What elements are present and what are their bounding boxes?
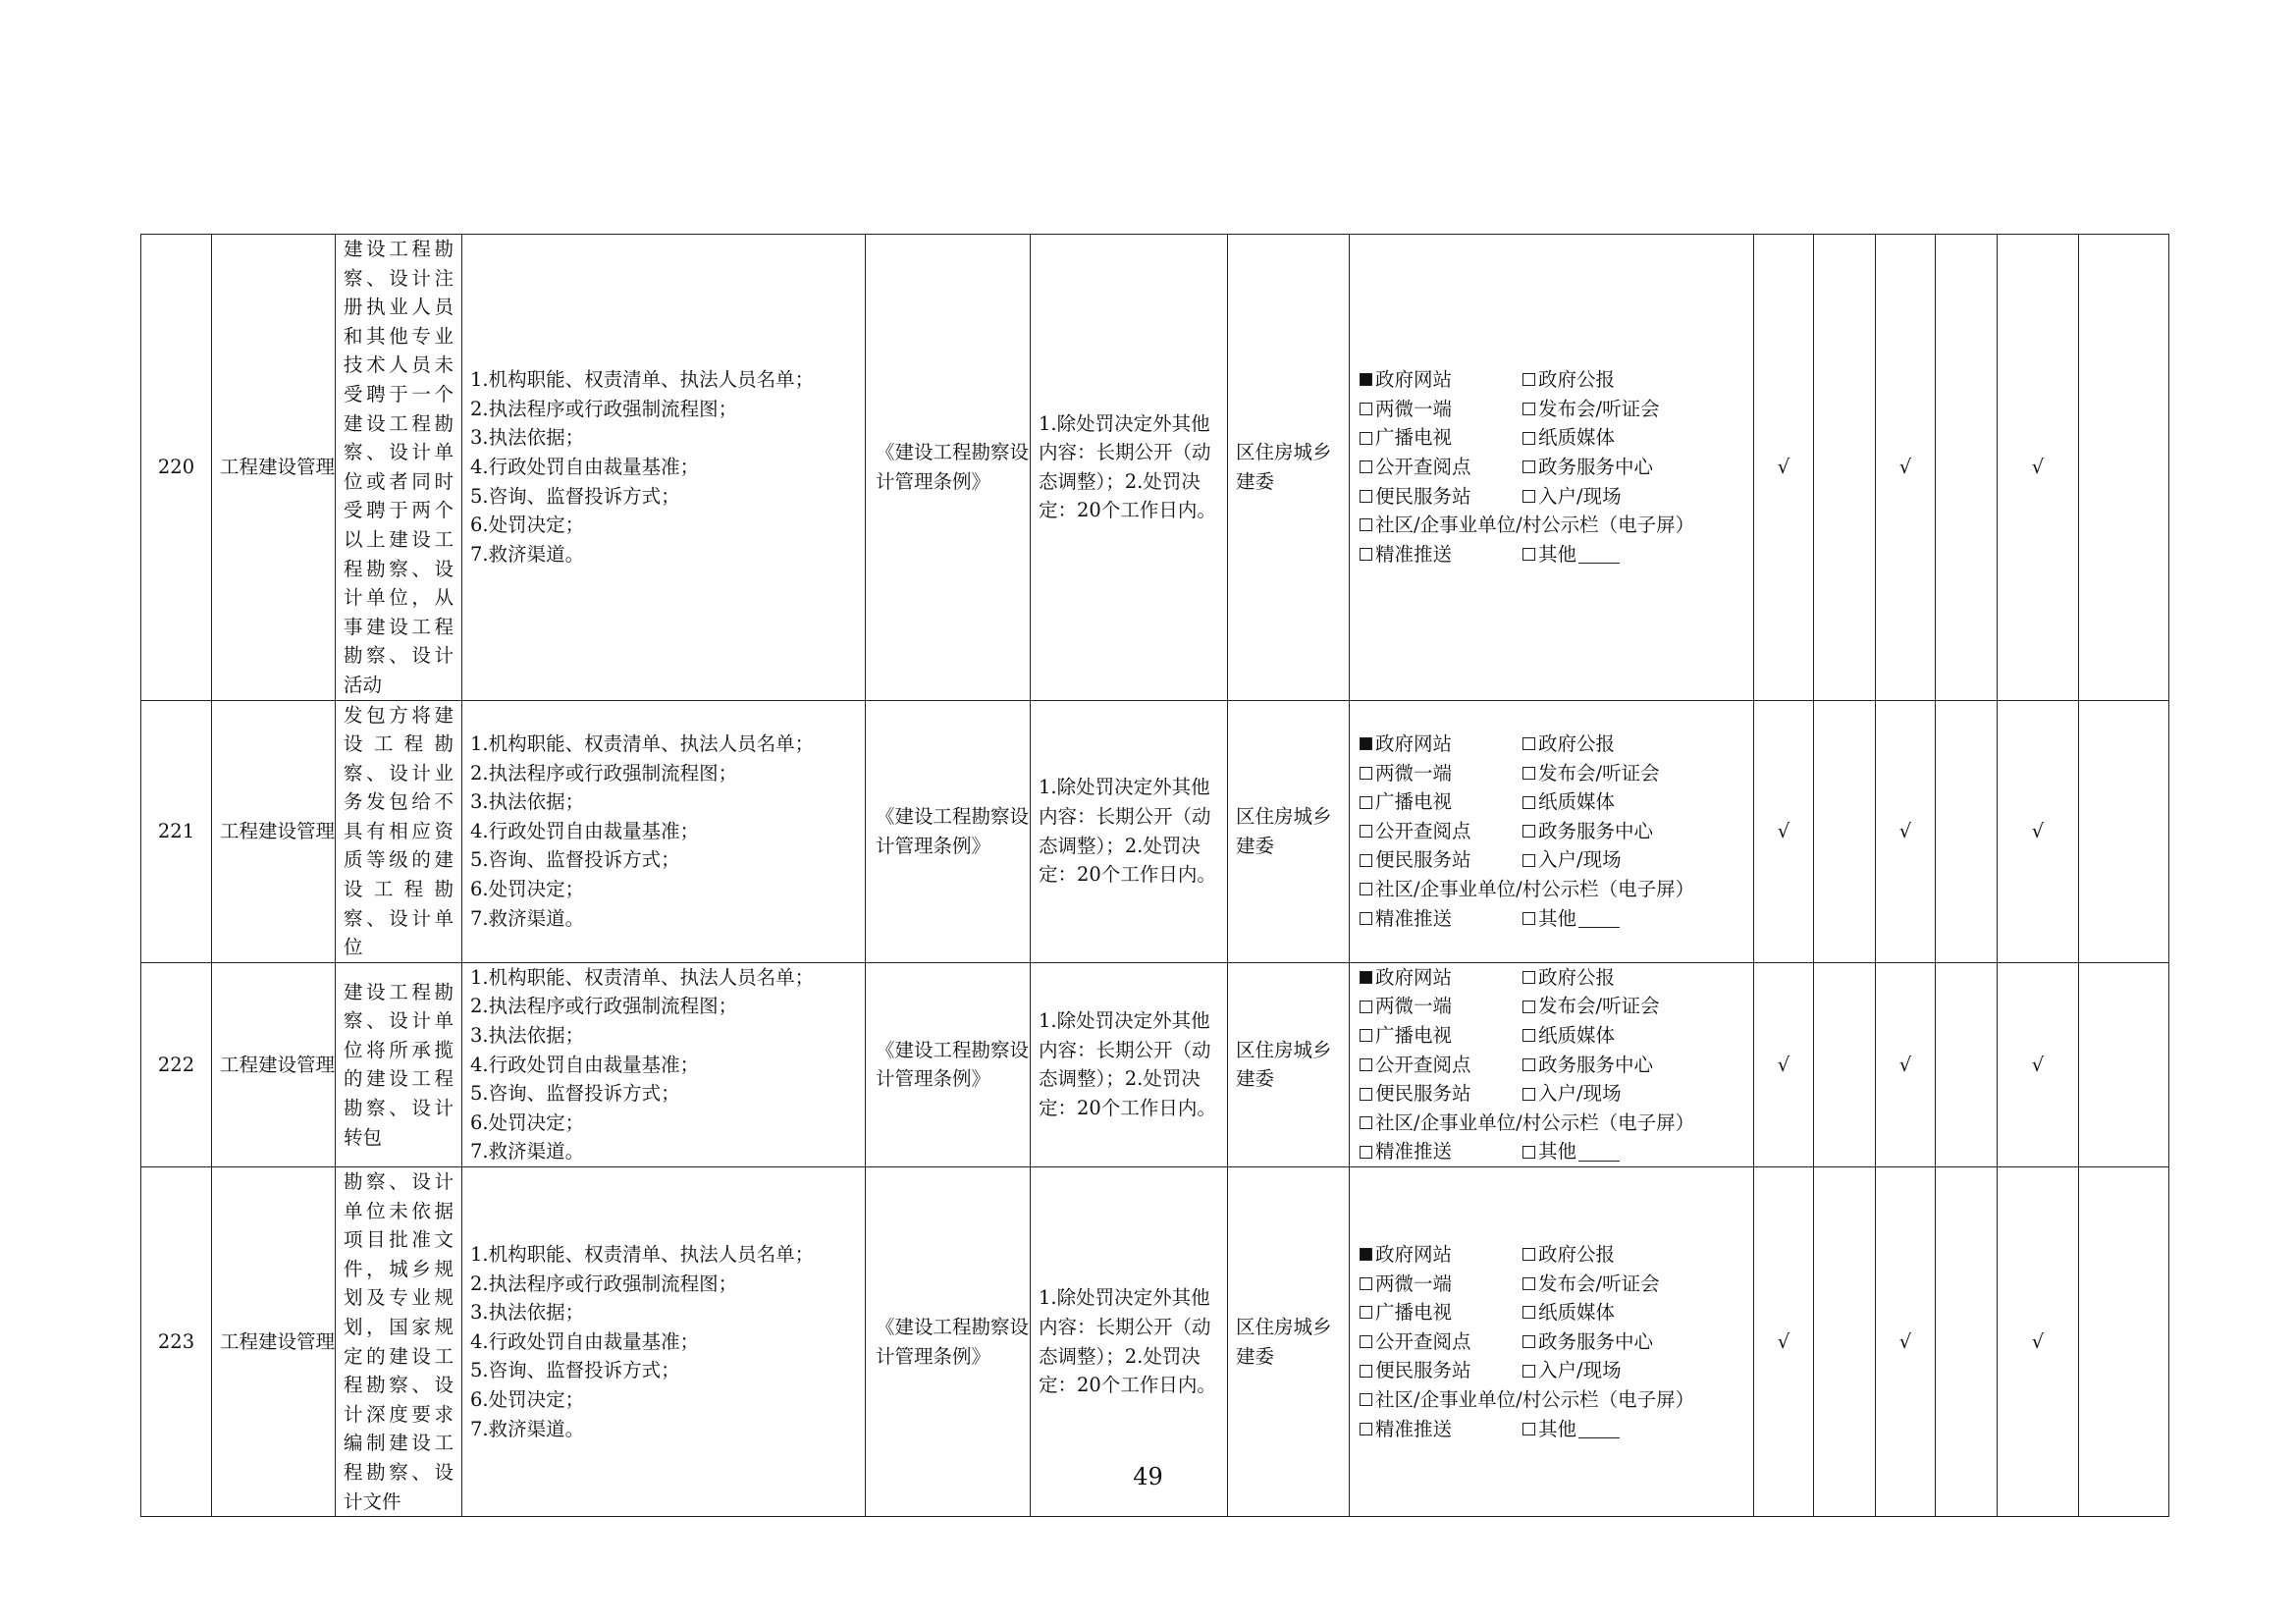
checkbox-gazette[interactable] [1522,971,1535,984]
channel-label: 便民服务站 [1375,848,1471,872]
content-line: 5.咨询、监督投诉方式； [470,1359,680,1382]
other-blank-line [1578,909,1620,928]
mark-cell: √ [1876,962,1936,1166]
checkbox-other[interactable] [1522,1423,1535,1435]
mark-cell [1936,235,1998,701]
item-cell: 建设工程勘察、设计单位将所承揽的建设工程勘察、设计转包 [336,962,462,1166]
channel-label: 政务服务中心 [1538,455,1654,478]
checkbox-paper[interactable] [1522,1306,1535,1319]
channel-label: 精准推送 [1375,906,1453,930]
channel-label: 便民服务站 [1375,1359,1471,1382]
content-line: 3.执法依据； [470,426,585,450]
checkbox-other[interactable] [1522,912,1535,925]
time-limit-cell: 1.除处罚决定外其他内容：长期公开（动态调整）；2.处罚决定：20个工作日内。 [1031,1167,1228,1517]
channel-label: 两微一端 [1375,995,1453,1018]
content-line: 6.处罚决定； [470,1110,585,1134]
checkbox-website[interactable] [1360,971,1372,984]
content-line: 4.行政处罚自由裁量基准； [470,819,700,842]
content-line: 1.机构职能、权责清单、执法人员名单； [470,965,815,989]
checkbox-bulletin[interactable] [1360,883,1372,895]
channel-label: 入户/现场 [1538,484,1622,508]
page-number: 49 [1133,1463,1163,1490]
channel-label: 社区/企事业单位/村公示栏（电子屏） [1375,1110,1695,1134]
content-line: 7.救济渠道。 [470,1140,585,1164]
channel-label: 纸质媒体 [1538,1024,1616,1048]
checkbox-reading-room[interactable] [1360,1058,1372,1071]
channel-label: 其他 [1538,906,1577,930]
item-cell: 建设工程勘察、设计注册执业人员和其他专业技术人员未受聘于一个建设工程勘察、设计单位或者同时受聘于两个以上建设工程勘察、设计单位，从事建设工程勘察、设计活动 [336,235,462,701]
checkbox-paper[interactable] [1522,796,1535,809]
channel-label: 两微一端 [1375,761,1453,785]
mark-cell: √ [1998,235,2079,701]
item-cell: 发包方将建设工程勘察、设计业务发包给不具有相应资质等级的建设工程勘察、设计单位 [336,700,462,962]
checkbox-weibo-wechat[interactable] [1360,1001,1372,1013]
channels-cell [1350,235,1754,701]
time-limit-cell: 1.除处罚决定外其他内容：长期公开（动态调整）；2.处罚决定：20个工作日内。 [1031,235,1228,701]
channel-label: 发布会/听证会 [1538,397,1660,420]
channel-label: 社区/企事业单位/村公示栏（电子屏） [1375,878,1695,901]
basis-cell: 《建设工程勘察设计管理条例》 [866,235,1031,701]
channel-label: 公开查阅点 [1375,455,1471,478]
category-cell: 工程建设管理 [212,700,336,962]
channel-label: 其他 [1538,1417,1577,1440]
checkbox-onsite[interactable] [1522,1365,1535,1378]
channel-label: 政务服务中心 [1538,1053,1654,1076]
disclosure-table [140,234,2169,1517]
checkbox-reading-room[interactable] [1360,825,1372,838]
time-limit-cell: 1.除处罚决定外其他内容：长期公开（动态调整）；2.处罚决定：20个工作日内。 [1031,700,1228,962]
row-number: 221 [141,700,212,962]
row-number: 222 [141,962,212,1166]
item-cell: 勘察、设计单位未依据项目批准文件，城乡规划及专业规划，国家规定的建设工程勘察、设计深度要求编制建设工程勘察、设计文件 [336,1167,462,1517]
row-number: 223 [141,1167,212,1517]
category-cell: 工程建设管理 [212,235,336,701]
subject-cell: 区住房城乡建委 [1228,235,1350,701]
checkbox-service-center[interactable] [1522,1335,1535,1348]
mark-cell: √ [1876,700,1936,962]
checkbox-tv[interactable] [1360,1306,1372,1319]
checkbox-other[interactable] [1522,1146,1535,1159]
other-blank-line [1578,1420,1620,1438]
channels-cell [1350,700,1754,962]
channel-label: 精准推送 [1375,1417,1453,1440]
subject-cell: 区住房城乡建委 [1228,1167,1350,1517]
channel-label: 两微一端 [1375,1272,1453,1295]
channel-label: 广播电视 [1375,1024,1453,1048]
mark-cell [2079,962,2169,1166]
content-line: 1.机构职能、权责清单、执法人员名单； [470,1242,815,1266]
channel-label: 入户/现场 [1538,848,1622,872]
checkbox-push[interactable] [1360,1423,1372,1435]
content-line: 6.处罚决定； [470,1387,585,1411]
content-line: 4.行政处罚自由裁量基准； [470,1329,700,1353]
checkbox-press[interactable] [1522,403,1535,415]
channel-label: 政府公报 [1538,965,1616,989]
content-line: 5.咨询、监督投诉方式； [470,848,680,872]
channel-label: 政府网站 [1375,732,1453,756]
channel-label: 公开查阅点 [1375,819,1471,842]
channel-label: 社区/企事业单位/村公示栏（电子屏） [1375,514,1695,537]
checkbox-service-station[interactable] [1360,1088,1372,1101]
content-line: 5.咨询、监督投诉方式； [470,1082,680,1106]
checkbox-reading-room[interactable] [1360,1335,1372,1348]
checkbox-gazette[interactable] [1522,1248,1535,1261]
channel-label: 发布会/听证会 [1538,761,1660,785]
basis-cell: 《建设工程勘察设计管理条例》 [866,962,1031,1166]
channel-label: 政务服务中心 [1538,1329,1654,1353]
channel-label: 精准推送 [1375,542,1453,566]
channels-cell [1350,962,1754,1166]
mark-cell [1814,235,1876,701]
channel-label: 社区/企事业单位/村公示栏（电子屏） [1375,1387,1695,1411]
checkbox-service-center[interactable] [1522,460,1535,473]
channel-label: 入户/现场 [1538,1359,1622,1382]
content-line: 2.执法程序或行政强制流程图； [470,397,738,420]
category-cell: 工程建设管理 [212,1167,336,1517]
mark-cell [1814,962,1876,1166]
checkbox-tv[interactable] [1360,1029,1372,1042]
channel-label: 政府网站 [1375,368,1453,392]
mark-cell: √ [1754,1167,1814,1517]
content-line: 7.救济渠道。 [470,906,585,930]
content-line: 4.行政处罚自由裁量基准； [470,455,700,478]
time-limit-cell: 1.除处罚决定外其他内容：长期公开（动态调整）；2.处罚决定：20个工作日内。 [1031,962,1228,1166]
content-line: 2.执法程序或行政强制流程图； [470,761,738,785]
channel-label: 发布会/听证会 [1538,1272,1660,1295]
channel-label: 入户/现场 [1538,1082,1622,1106]
checkbox-paper[interactable] [1522,432,1535,445]
checkbox-onsite[interactable] [1522,490,1535,503]
channel-label: 其他 [1538,1140,1577,1164]
checkbox-push[interactable] [1360,548,1372,561]
content-line: 5.咨询、监督投诉方式； [470,484,680,508]
mark-cell: √ [1998,700,2079,962]
channel-label: 政府公报 [1538,732,1616,756]
channel-label: 两微一端 [1375,397,1453,420]
content-cell [462,235,866,701]
checkbox-service-station[interactable] [1360,854,1372,867]
content-line: 6.处罚决定； [470,878,585,901]
checkbox-press[interactable] [1522,1277,1535,1290]
content-cell [462,700,866,962]
row-number: 220 [141,235,212,701]
content-line: 2.执法程序或行政强制流程图； [470,1272,738,1295]
channel-label: 公开查阅点 [1375,1053,1471,1076]
channel-label: 政府网站 [1375,965,1453,989]
checkbox-onsite[interactable] [1522,854,1535,867]
channel-label: 纸质媒体 [1538,1301,1616,1325]
channel-label: 便民服务站 [1375,1082,1471,1106]
checkbox-tv[interactable] [1360,796,1372,809]
checkbox-weibo-wechat[interactable] [1360,1277,1372,1290]
table-row [141,700,2169,962]
checkbox-gazette[interactable] [1522,373,1535,386]
basis-cell: 《建设工程勘察设计管理条例》 [866,1167,1031,1517]
channel-label: 广播电视 [1375,1301,1453,1325]
channel-label: 公开查阅点 [1375,1329,1471,1353]
channel-label: 其他 [1538,542,1577,566]
checkbox-tv[interactable] [1360,432,1372,445]
table-row [141,235,2169,701]
mark-cell: √ [1998,1167,2079,1517]
channel-label: 广播电视 [1375,426,1453,450]
subject-cell: 区住房城乡建委 [1228,700,1350,962]
channel-label: 纸质媒体 [1538,426,1616,450]
checkbox-bulletin[interactable] [1360,518,1372,531]
channel-label: 广播电视 [1375,790,1453,814]
mark-cell [1936,700,1998,962]
mark-cell: √ [1754,962,1814,1166]
content-line: 3.执法依据； [470,1301,585,1325]
mark-cell: √ [1754,235,1814,701]
checkbox-bulletin[interactable] [1360,1116,1372,1129]
mark-cell [2079,700,2169,962]
channel-label: 政府网站 [1375,1242,1453,1266]
checkbox-bulletin[interactable] [1360,1393,1372,1406]
checkbox-website[interactable] [1360,1248,1372,1261]
basis-cell: 《建设工程勘察设计管理条例》 [866,700,1031,962]
mark-cell [1936,962,1998,1166]
content-cell [462,962,866,1166]
content-line: 2.执法程序或行政强制流程图； [470,995,738,1018]
checkbox-service-station[interactable] [1360,1365,1372,1378]
subject-cell: 区住房城乡建委 [1228,962,1350,1166]
checkbox-weibo-wechat[interactable] [1360,403,1372,415]
checkbox-onsite[interactable] [1522,1088,1535,1101]
channel-label: 纸质媒体 [1538,790,1616,814]
checkbox-press[interactable] [1522,767,1535,780]
checkbox-paper[interactable] [1522,1029,1535,1042]
checkbox-push[interactable] [1360,912,1372,925]
content-line: 1.机构职能、权责清单、执法人员名单； [470,368,815,392]
mark-cell [1814,700,1876,962]
checkbox-service-center[interactable] [1522,1058,1535,1071]
channel-label: 精准推送 [1375,1140,1453,1164]
mark-cell: √ [1876,1167,1936,1517]
mark-cell: √ [1998,962,2079,1166]
other-blank-line [1578,545,1620,564]
checkbox-service-center[interactable] [1522,825,1535,838]
mark-cell: √ [1876,235,1936,701]
checkbox-website[interactable] [1360,737,1372,750]
checkbox-website[interactable] [1360,373,1372,386]
mark-cell: √ [1754,700,1814,962]
content-line: 1.机构职能、权责清单、执法人员名单； [470,732,815,756]
channel-label: 政府公报 [1538,368,1616,392]
channel-label: 发布会/听证会 [1538,995,1660,1018]
other-blank-line [1578,1143,1620,1162]
checkbox-reading-room[interactable] [1360,460,1372,473]
checkbox-other[interactable] [1522,548,1535,561]
table-row [141,962,2169,1166]
checkbox-weibo-wechat[interactable] [1360,767,1372,780]
content-line: 7.救济渠道。 [470,1417,585,1440]
content-line: 6.处罚决定； [470,514,585,537]
checkbox-push[interactable] [1360,1146,1372,1159]
channel-label: 政务服务中心 [1538,819,1654,842]
mark-cell [2079,235,2169,701]
channel-label: 政府公报 [1538,1242,1616,1266]
content-line: 4.行政处罚自由裁量基准； [470,1053,700,1076]
category-cell: 工程建设管理 [212,962,336,1166]
checkbox-press[interactable] [1522,1001,1535,1013]
checkbox-gazette[interactable] [1522,737,1535,750]
channel-label: 便民服务站 [1375,484,1471,508]
content-line: 3.执法依据； [470,790,585,814]
checkbox-service-station[interactable] [1360,490,1372,503]
content-line: 3.执法依据； [470,1024,585,1048]
content-line: 7.救济渠道。 [470,542,585,566]
